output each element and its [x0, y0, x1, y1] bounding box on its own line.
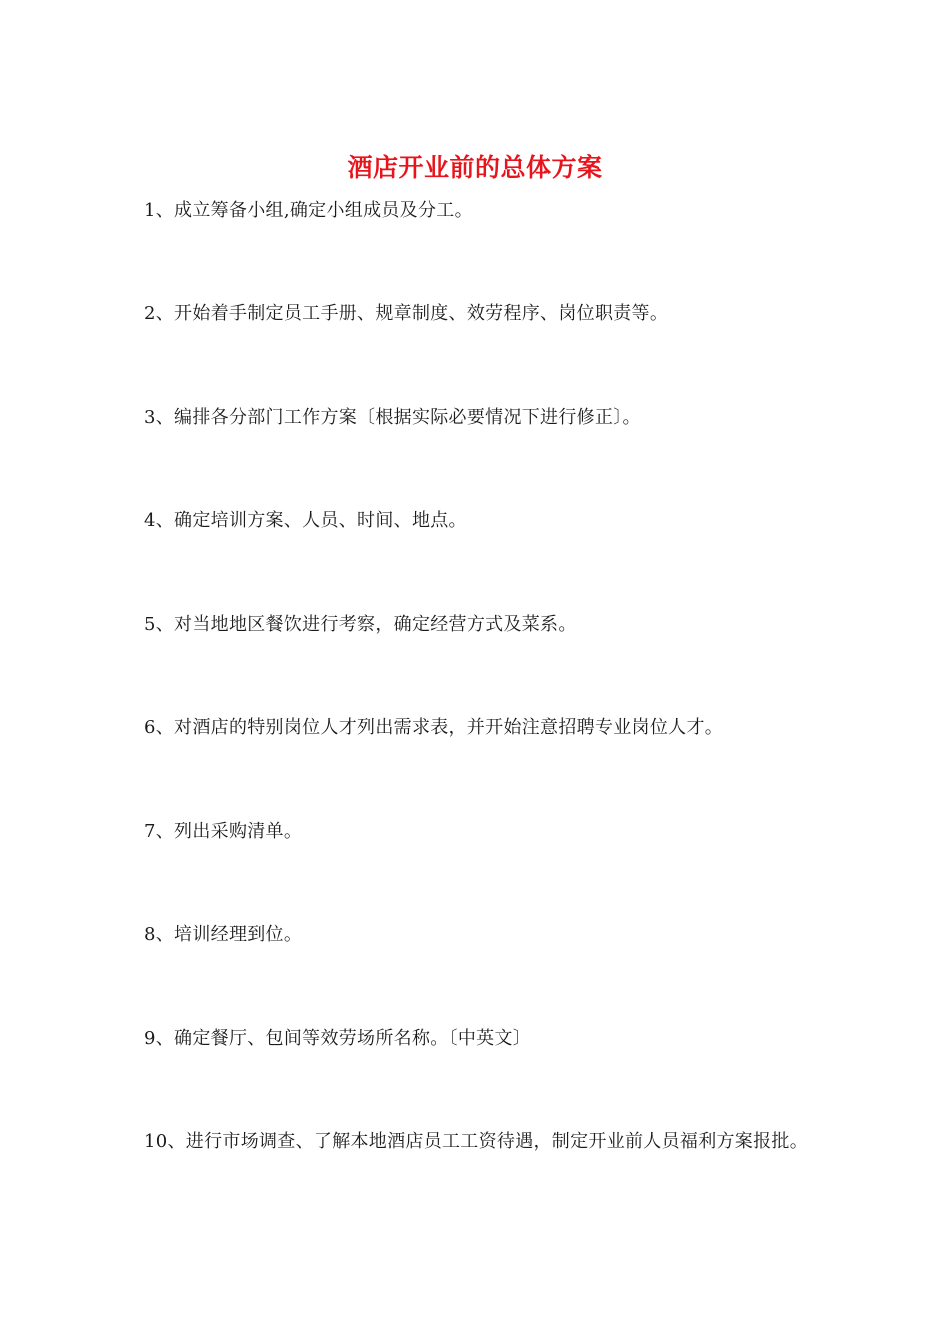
- list-item: 3、编排各分部门工作方案〔根据实际必要情况下进行修正〕。: [144, 407, 641, 428]
- list-item: 2、开始着手制定员工手册、规章制度、效劳程序、岗位职责等。: [144, 303, 669, 324]
- list-item: 1、成立筹备小组,确定小组成员及分工。: [144, 200, 473, 221]
- list-item: 6、对酒店的特别岗位人才列出需求表，并开始注意招聘专业岗位人才。: [144, 717, 724, 738]
- list-item: 10、进行市场调查、了解本地酒店员工工资待遇，制定开业前人员福利方案报批。: [144, 1131, 809, 1152]
- list-item: 5、对当地地区餐饮进行考察，确定经营方式及菜系。: [144, 614, 577, 635]
- document-title: 酒店开业前的总体方案: [347, 153, 603, 182]
- list-item: 8、培训经理到位。: [144, 924, 303, 945]
- list-item: 4、确定培训方案、人员、时间、地点。: [144, 510, 467, 531]
- list-item: 9、确定餐厅、包间等效劳场所名称。〔中英文〕: [144, 1028, 532, 1049]
- list-item: 7、列出采购清单。: [144, 821, 303, 842]
